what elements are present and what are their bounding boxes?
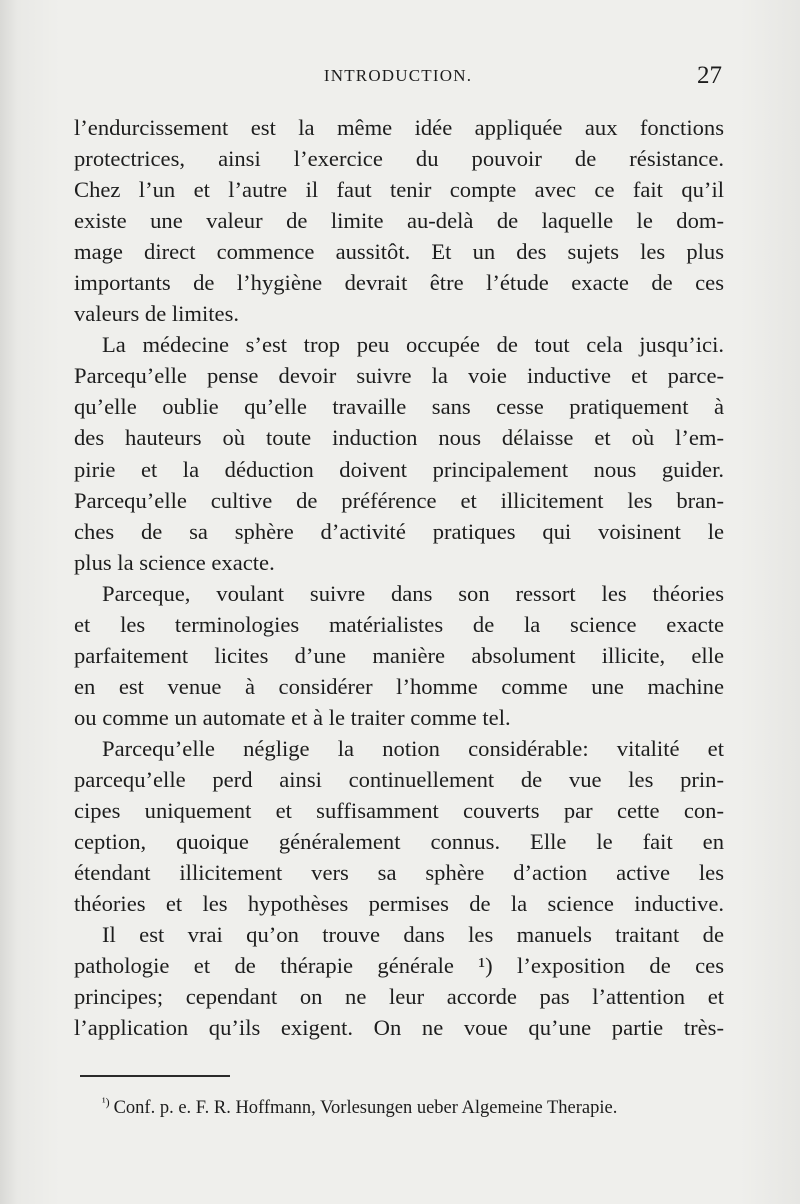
page-number: 27: [697, 62, 722, 89]
running-head-title: INTRODUCTION.: [323, 66, 473, 85]
text-line: ches de sa sphère d’activité pratiques qui voisinent le: [74, 518, 724, 544]
footnote-mark: ¹): [102, 1095, 110, 1109]
text-line: théories et les hypothèses permises de la science inductive.: [74, 891, 724, 917]
text-line: valeurs de limites.: [74, 301, 240, 327]
text-line: Parcequ’elle néglige la notion considérable: vitalité et: [102, 735, 724, 761]
text-line: protectrices, ainsi l’exercice du pouvoir de résistance.: [74, 146, 724, 172]
text-line: étendant illicitement vers sa sphère d’action active les: [74, 860, 724, 886]
running-head: [74, 62, 722, 96]
text-line: Parceque, voulant suivre dans son ressort les théories: [102, 580, 724, 606]
text-line: parcequ’elle perd ainsi continuellement de vue les prin-: [74, 766, 724, 792]
text-line: des hauteurs où toute induction nous délaisse et où l’em-: [74, 425, 724, 451]
text-line: Parcequ’elle pense devoir suivre la voie inductive et parce-: [74, 363, 724, 389]
footnote-rule: [80, 1075, 230, 1077]
text-line: principes; cependant on ne leur accorde pas l’attention et: [74, 984, 724, 1010]
text-line: qu’elle oublie qu’elle travaille sans cesse pratiquement à: [74, 394, 724, 420]
text-line: existe une valeur de limite au-delà de laquelle le dom-: [74, 208, 724, 234]
text-line: importants de l’hygiène devrait être l’étude exacte de ces: [74, 270, 724, 296]
text-line: en est venue à considérer l’homme comme une machine: [74, 673, 724, 699]
text-line: Parcequ’elle cultive de préférence et illicitement les bran-: [74, 487, 724, 513]
text-line: La médecine s’est trop peu occupée de tout cela jusqu’ici.: [102, 332, 724, 358]
footnote: [74, 1089, 724, 1121]
text-line: plus la science exacte.: [74, 549, 275, 575]
text-line: ception, quoique généralement connus. Elle le fait en: [74, 829, 724, 855]
text-line: cipes uniquement et suffisamment couverts par cette con-: [74, 798, 724, 824]
text-line: pirie et la déduction doivent principalement nous guider.: [74, 456, 724, 482]
text-line: l’application qu’ils exigent. On ne voue qu’une partie très-: [74, 1015, 724, 1041]
text-line: l’endurcissement est la même idée appliquée aux fonctions: [74, 115, 724, 140]
text-line: ou comme un automate et à le traiter comme tel.: [74, 704, 511, 730]
footnote-text: Conf. p. e. F. R. Hoffmann, Vorlesungen ueber Algemeine Therapie.: [113, 1098, 618, 1118]
text-line: pathologie et de thérapie générale ¹) l’exposition de ces: [74, 953, 724, 979]
text-line: Chez l’un et l’autre il faut tenir compte avec ce fait qu’il: [74, 177, 724, 203]
text-line: mage direct commence aussitôt. Et un des sujets les plus: [74, 239, 724, 265]
text-line: et les terminologies matérialistes de la science exacte: [74, 611, 724, 637]
text-line: Il est vrai qu’on trouve dans les manuels traitant de: [102, 922, 724, 948]
body-text: [74, 112, 724, 1043]
text-line: parfaitement licites d’une manière absolument illicite, elle: [74, 642, 724, 668]
